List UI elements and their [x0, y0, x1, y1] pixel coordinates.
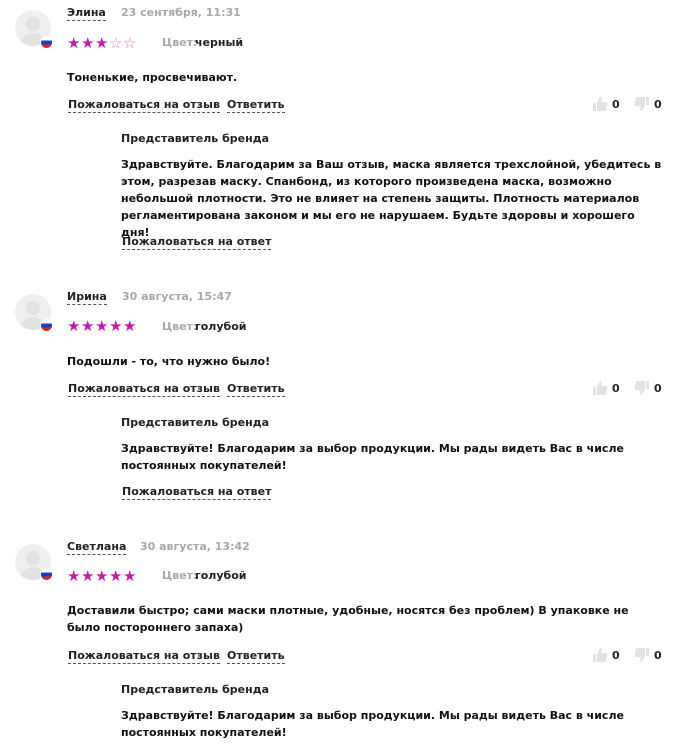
review-text: Тоненькие, просвечивают. [67, 71, 238, 84]
dislike-count: 0 [654, 649, 662, 662]
color-label: Цвет: [162, 36, 198, 49]
color-label: Цвет: [162, 320, 198, 333]
dislike-count: 0 [654, 98, 662, 111]
brand-answer-text: Здравствуйте. Благодарим за Ваш отзыв, маска является трехслойной, убедитесь в этом, разрезав маску. Спанбонд, из которого произведена маска, возможно небольшой плотности. Это не влияет на степень защиты. Плотность материалов регламентирована законом и мы его не нарушаем. Будьте здоровы и хорошего дня! [121, 158, 662, 239]
review-author[interactable]: Ирина [67, 290, 107, 303]
star-filled-icon: ★ [81, 317, 96, 335]
rating-stars [67, 35, 137, 51]
review-date: 23 сентября, 11:31 [121, 6, 241, 19]
color-value: голубой [195, 569, 247, 582]
russia-flag-icon [41, 569, 52, 580]
report-review-link[interactable]: Пожаловаться на отзыв [68, 98, 220, 111]
reply-link[interactable]: Ответить [227, 98, 285, 111]
star-filled-icon: ★ [123, 317, 138, 335]
brand-answer-text: Здравствуйте! Благодарим за выбор продукции. Мы рады видеть Вас в числе постоянных покупателей! [121, 709, 624, 739]
thumbs-down-icon [634, 96, 650, 112]
star-filled-icon: ★ [95, 317, 110, 335]
star-empty-icon: ☆ [109, 34, 124, 52]
brand-answer-text: Здравствуйте! Благодарим за выбор продукции. Мы рады видеть Вас в числе постоянных покупателей! [121, 442, 624, 472]
thumbs-down-icon [634, 647, 650, 663]
like-count: 0 [612, 649, 620, 662]
brand-representative-label: Представитель бренда [121, 416, 270, 429]
star-filled-icon: ★ [95, 34, 110, 52]
brand-representative-label: Представитель бренда [121, 132, 270, 145]
star-filled-icon: ★ [123, 567, 138, 585]
reply-link[interactable]: Ответить [227, 649, 285, 662]
color-value: голубой [195, 320, 247, 333]
thumbs-down-icon [634, 380, 650, 396]
russia-flag-icon [41, 320, 52, 331]
dislike-count: 0 [654, 382, 662, 395]
star-filled-icon: ★ [109, 317, 124, 335]
color-label: Цвет: [162, 569, 198, 582]
like-count: 0 [612, 98, 620, 111]
brand-representative-label: Представитель бренда [121, 683, 270, 696]
review-text: Доставили быстро; сами маски плотные, удобные, носятся без проблем) В упаковке не было постороннего запаха) [67, 604, 629, 634]
star-empty-icon: ☆ [123, 34, 138, 52]
review-date: 30 августа, 15:47 [122, 290, 232, 303]
star-filled-icon: ★ [81, 567, 96, 585]
star-filled-icon: ★ [95, 567, 110, 585]
star-filled-icon: ★ [67, 317, 82, 335]
reply-link[interactable]: Ответить [227, 382, 285, 395]
star-filled-icon: ★ [67, 567, 82, 585]
star-filled-icon: ★ [109, 567, 124, 585]
thumbs-up-icon [592, 96, 608, 112]
report-answer-link[interactable]: Пожаловаться на ответ [122, 235, 272, 248]
report-answer-link[interactable]: Пожаловаться на ответ [122, 485, 272, 498]
like-count: 0 [612, 382, 620, 395]
star-filled-icon: ★ [81, 34, 96, 52]
review-author[interactable]: Светлана [67, 540, 127, 553]
review-author[interactable]: Элина [67, 6, 106, 19]
rating-stars [67, 318, 137, 334]
report-review-link[interactable]: Пожаловаться на отзыв [68, 382, 220, 395]
thumbs-up-icon [592, 380, 608, 396]
thumbs-up-icon [592, 647, 608, 663]
rating-stars [67, 568, 137, 584]
review-text: Подошли - то, что нужно было! [67, 355, 271, 368]
color-value: черный [195, 36, 244, 49]
russia-flag-icon [41, 37, 52, 48]
star-filled-icon: ★ [67, 34, 82, 52]
review-date: 30 августа, 13:42 [140, 540, 250, 553]
report-review-link[interactable]: Пожаловаться на отзыв [68, 649, 220, 662]
